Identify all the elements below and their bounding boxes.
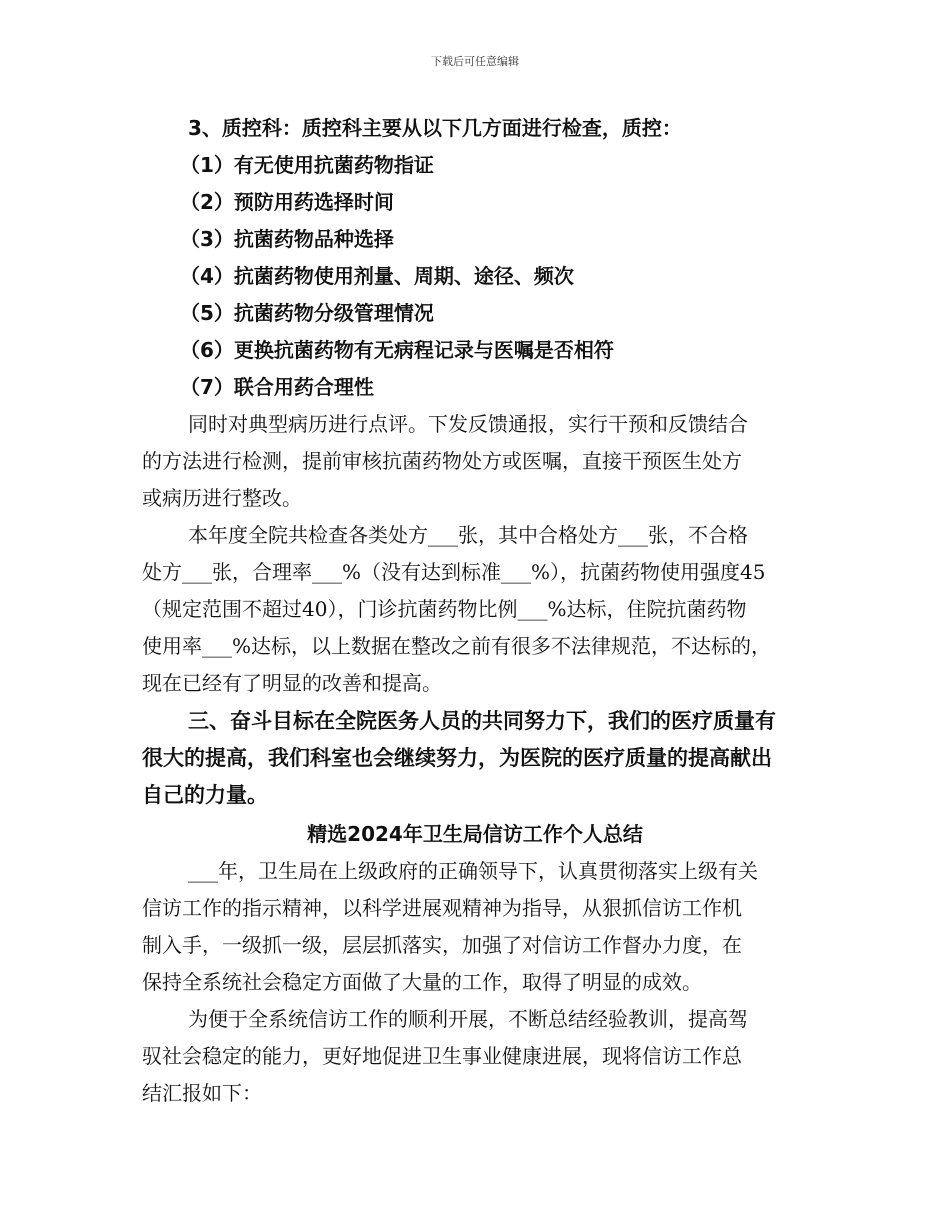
para3-line-4: 保持全系统社会稳定方面做了大量的工作，取得了明显的成效。: [142, 970, 702, 994]
qc-item-3: （3）抗菌药物品种选择: [180, 227, 394, 251]
page-header: 下载后可任意编辑: [431, 55, 519, 68]
goal-line-2: 很大的提高，我们科室也会继续努力，为医院的医疗质量的提高献出: [142, 746, 772, 770]
goal-line-3: 自己的力量。: [142, 783, 268, 807]
para3-line-2: 信访工作的指示精神，以科学进展观精神为指导，从狠抓信访工作机: [142, 896, 742, 920]
para2-line-4: 使用率___%达标，以上数据在整改之前有很多不法律规范，不达标的，: [142, 634, 772, 658]
para3-line-1: ___年，卫生局在上级政府的正确领导下，认真贯彻落实上级有关: [188, 859, 758, 883]
para2-line-3: （规定范围不超过40），门诊抗菌药物比例___%达标，住院抗菌药物: [142, 597, 747, 621]
qc-item-6: （6）更换抗菌药物有无病程记录与医嘱是否相符: [180, 338, 614, 362]
para4-line-1: 为便于全系统信访工作的顺利开展，不断总结经验教训，提高驾: [188, 1007, 748, 1031]
section-title: 精选2024年卫生局信访工作个人总结: [307, 822, 643, 846]
qc-item-5: （5）抗菌药物分级管理情况: [180, 301, 434, 325]
para1-line-2: 的方法进行检测，提前审核抗菌药物处方或医嘱，直接干预医生处方: [142, 449, 742, 473]
para1-line-3: 或病历进行整改。: [142, 486, 302, 510]
para4-line-2: 驭社会稳定的能力，更好地促进卫生事业健康进展，现将信访工作总: [142, 1044, 742, 1068]
qc-item-4: （4）抗菌药物使用剂量、周期、途径、频次: [180, 264, 574, 288]
para4-line-3: 结汇报如下：: [142, 1081, 262, 1105]
qc-item-2: （2）预防用药选择时间: [180, 190, 394, 214]
para3-line-3: 制入手，一级抓一级，层层抓落实，加强了对信访工作督办力度，在: [142, 933, 742, 957]
qc-item-1: （1）有无使用抗菌药物指证: [180, 153, 434, 177]
para2-line-2: 处方___张，合理率___%（没有达到标准___%），抗菌药物使用强度45: [142, 560, 766, 584]
goal-line-1: 三、奋斗目标在全院医务人员的共同努力下，我们的医疗质量有: [188, 709, 776, 733]
para1-line-1: 同时对典型病历进行点评。下发反馈通报，实行干预和反馈结合: [188, 412, 748, 436]
qc-heading: 3、质控科：质控科主要从以下几方面进行检查，质控：: [188, 116, 682, 140]
para2-line-5: 现在已经有了明显的改善和提高。: [142, 671, 442, 695]
para2-line-1: 本年度全院共检查各类处方___张，其中合格处方___张，不合格: [188, 523, 748, 547]
qc-item-7: （7）联合用药合理性: [180, 375, 374, 399]
